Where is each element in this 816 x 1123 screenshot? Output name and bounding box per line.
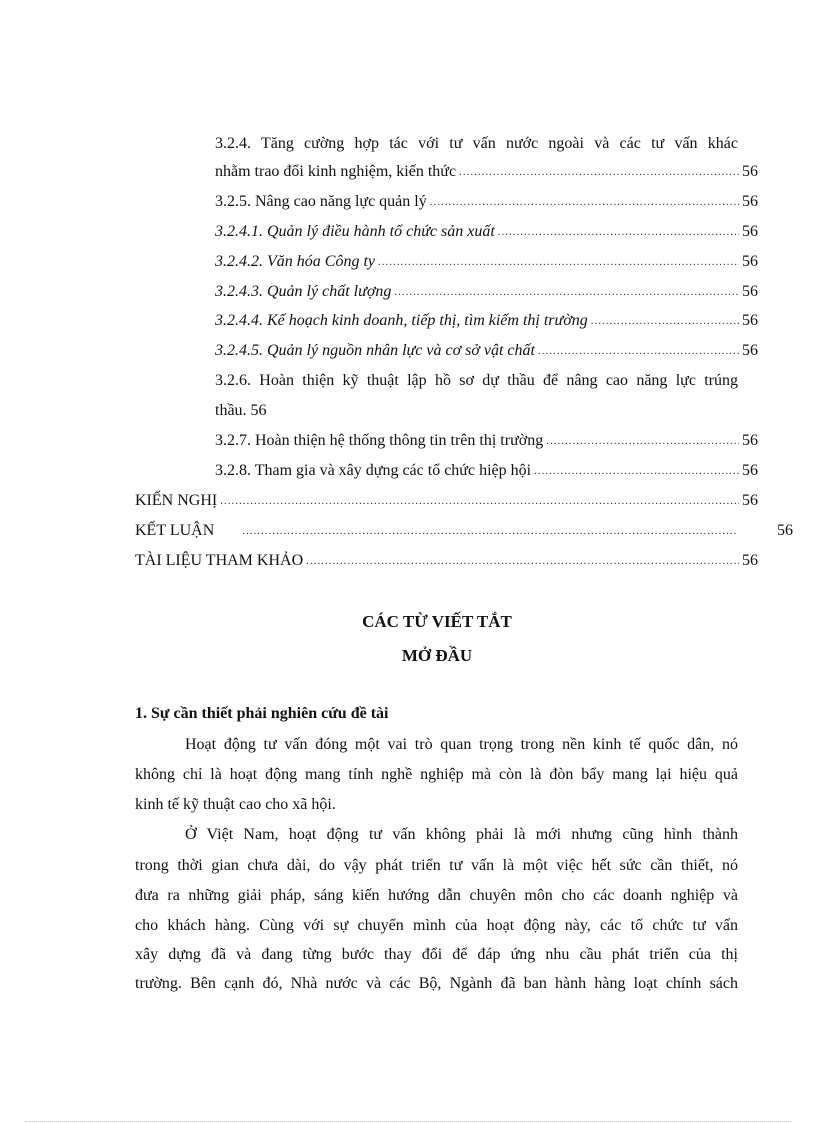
toc-item-label: 3.2.5. Nâng cao năng lực quản lý	[215, 193, 427, 210]
leader-dots	[430, 191, 739, 213]
toc-item-3-2-4-line2[interactable]	[215, 161, 758, 183]
leader-dots	[459, 161, 739, 183]
paragraph-line: đưa ra những giải pháp, sáng kiến hướng dẫn chuyên môn cho các doanh nghiệp và	[135, 887, 738, 904]
toc-sub-item[interactable]	[215, 281, 758, 303]
toc-page-number: 56	[742, 432, 758, 449]
toc-page-number: 56	[742, 283, 758, 300]
leader-dots	[498, 221, 739, 243]
leader-dots	[394, 281, 739, 303]
paragraph-line: kinh tế kỹ thuật cao cho xã hội.	[135, 796, 336, 813]
toc-item-3-2-8[interactable]	[215, 460, 758, 482]
toc-sub-item[interactable]	[215, 310, 758, 332]
toc-page-number: 56	[742, 342, 758, 359]
leader-dots	[538, 340, 739, 362]
toc-sub-number: 3.2.4.5.	[215, 342, 263, 359]
toc-item-label: 3.2.7. Hoàn thiện hệ thống thông tin trên thị trường	[215, 432, 544, 449]
abbreviations-heading: CÁC TỪ VIẾT TẮT	[362, 612, 512, 631]
toc-sub-number: 3.2.4.2.	[215, 253, 263, 270]
toc-sub-item[interactable]	[215, 251, 758, 273]
section-1-title: 1. Sự cần thiết phải nghiên cứu đề tài	[135, 705, 389, 722]
toc-item-label: KIẾN NGHỊ	[135, 492, 218, 509]
toc-item-label: Quản lý chất lượng	[267, 283, 392, 300]
page-bottom-rule	[25, 1121, 791, 1122]
leader-dots	[591, 310, 739, 332]
toc-item-3-2-4-line1[interactable]: 3.2.4. Tăng cường hợp tác với tư vấn nước ngoài và các tư vấn khác	[215, 135, 738, 152]
paragraph-line: trường. Bên cạnh đó, Nhà nước và các Bộ, Ngành đã ban hành hàng loạt chính sách	[135, 975, 738, 992]
toc-item-label: 3.2.8. Tham gia và xây dựng các tổ chức hiệp hội	[215, 462, 532, 479]
toc-item-label: Quản lý nguồn nhân lực và cơ sở vật chất	[267, 342, 535, 359]
toc-page-number: 56	[742, 253, 758, 270]
paragraph-line: cho khách hàng. Cùng với sự chuyển mình của hoạt động này, các tổ chức tư vấn	[135, 917, 738, 934]
toc-page-number: 56	[742, 163, 758, 180]
toc-item-label: Văn hóa Công ty	[267, 253, 375, 270]
toc-page-number: 56	[742, 462, 758, 479]
toc-item-label: nhằm trao đổi kinh nghiệm, kiến thức	[215, 163, 457, 180]
toc-sub-item[interactable]	[215, 221, 758, 243]
paragraph-line: Ở Việt Nam, hoạt động tư vấn không phải là mới nhưng cũng hình thành	[185, 826, 738, 843]
toc-ket-luan[interactable]	[135, 520, 740, 542]
paragraph-line: trong thời gian chưa dài, do vậy phát triển tư vấn là một việc hết sức cần thiết, nó	[135, 857, 738, 874]
paragraph-line: xây dựng đã và đang từng bước thay đổi để đáp ứng nhu cầu phát triển của thị	[135, 946, 738, 963]
paragraph-line: không chỉ là hoạt động mang tính nghề nghiệp mà còn là đòn bẩy mang lại hiệu quả	[135, 766, 738, 783]
toc-ket-luan-page-number: 56	[777, 522, 793, 539]
leader-dots	[534, 460, 739, 482]
toc-item-label: Quản lý điều hành tổ chức sản xuất	[267, 223, 495, 240]
toc-item-3-2-7[interactable]	[215, 430, 758, 452]
toc-page-number: 56	[742, 492, 758, 509]
toc-item-label: KẾT LUẬN	[135, 522, 215, 539]
toc-sub-item[interactable]	[215, 340, 758, 362]
toc-item-3-2-5[interactable]	[215, 191, 758, 213]
toc-page-number: 56	[742, 312, 758, 329]
toc-sub-number: 3.2.4.4.	[215, 312, 263, 329]
toc-page-number: 56	[742, 223, 758, 240]
toc-sub-number: 3.2.4.3.	[215, 283, 263, 300]
toc-item-label: Kế hoạch kinh doanh, tiếp thị, tìm kiếm thị trường	[267, 312, 588, 329]
toc-page-number: 56	[742, 193, 758, 210]
toc-item-label: TÀI LIỆU THAM KHẢO	[135, 552, 304, 569]
toc-sub-number: 3.2.4.1.	[215, 223, 263, 240]
toc-item-3-2-6-line2[interactable]: thầu. 56	[215, 402, 267, 419]
leader-dots	[306, 550, 739, 572]
leader-dots	[546, 430, 739, 452]
leader-dots	[220, 490, 739, 512]
introduction-heading: MỞ ĐẦU	[401, 646, 473, 665]
leader-dots	[378, 251, 739, 273]
toc-page-number: 56	[742, 552, 758, 569]
toc-tai-lieu-tham-khao[interactable]	[135, 550, 758, 572]
toc-kien-nghi[interactable]	[135, 490, 758, 512]
leader-dots	[242, 520, 737, 542]
paragraph-line: Hoạt động tư vấn đóng một vai trò quan trọng trong nền kinh tế quốc dân, nó	[185, 736, 738, 753]
toc-item-3-2-6-line1[interactable]: 3.2.6. Hoàn thiện kỹ thuật lập hồ sơ dự thầu để nâng cao năng lực trúng	[215, 372, 738, 389]
